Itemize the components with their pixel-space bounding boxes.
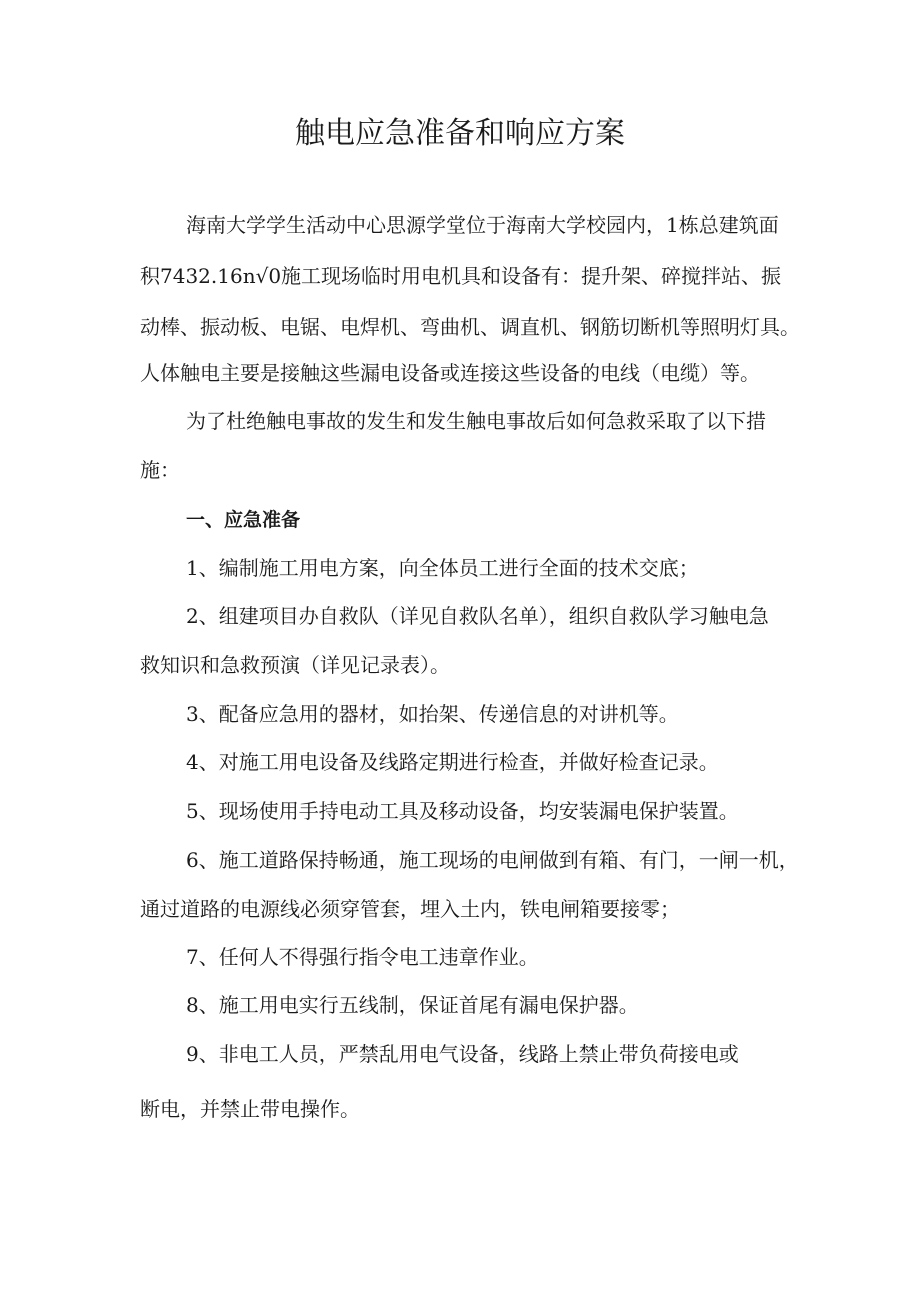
intro-line-4: 人体触电主要是接触这些漏电设备或连接这些设备的电线（电缆）等。: [140, 361, 760, 385]
list-item-4: 4、对施工用电设备及线路定期进行检查，并做好检查记录。: [186, 750, 719, 774]
purpose-line-2: 施：: [140, 458, 180, 482]
list-item-5: 5、现场使用手持电动工具及移动设备，均安装漏电保护装置。: [186, 799, 739, 823]
intro-line-2: 积7432.16n√0施工现场临时用电机具和设备有：提升架、碎搅拌站、振: [140, 264, 782, 288]
list-item-3: 3、配备应急用的器材，如抬架、传递信息的对讲机等。: [186, 702, 679, 726]
section-heading: 一、应急准备: [186, 509, 301, 531]
list-item-9-line-2: 断电，并禁止带电操作。: [140, 1097, 360, 1121]
list-item-1: 1、编制施工用电方案，向全体员工进行全面的技术交底；: [186, 556, 699, 580]
list-item-7: 7、任何人不得强行指令电工违章作业。: [186, 945, 539, 969]
list-item-8: 8、施工用电实行五线制，保证首尾有漏电保护器。: [186, 993, 639, 1017]
list-item-2-line-1: 2、组建项目办自救队（详见自救队名单），组织自救队学习触电急: [186, 604, 769, 628]
list-item-6-line-2: 通过道路的电源线必须穿管套，埋入土内，铁电闸箱要接零；: [140, 897, 680, 921]
list-item-6-line-1: 6、施工道路保持畅通，施工现场的电闸做到有箱、有门，一闸一机，: [186, 848, 799, 872]
document-title: 触电应急准备和响应方案: [295, 116, 625, 151]
intro-line-1: 海南大学学生活动中心思源学堂位于海南大学校园内，1栋总建筑面: [186, 213, 779, 237]
list-item-2-line-2: 救知识和急救预演（详见记录表）。: [140, 653, 450, 677]
intro-line-3: 动棒、振动板、电锯、电焊机、弯曲机、调直机、钢筋切断机等照明灯具。: [140, 315, 800, 339]
list-item-9-line-1: 9、非电工人员，严禁乱用电气设备，线路上禁止带负荷接电或: [186, 1042, 739, 1066]
purpose-line-1: 为了杜绝触电事故的发生和发生触电事故后如何急救采取了以下措: [186, 409, 766, 433]
